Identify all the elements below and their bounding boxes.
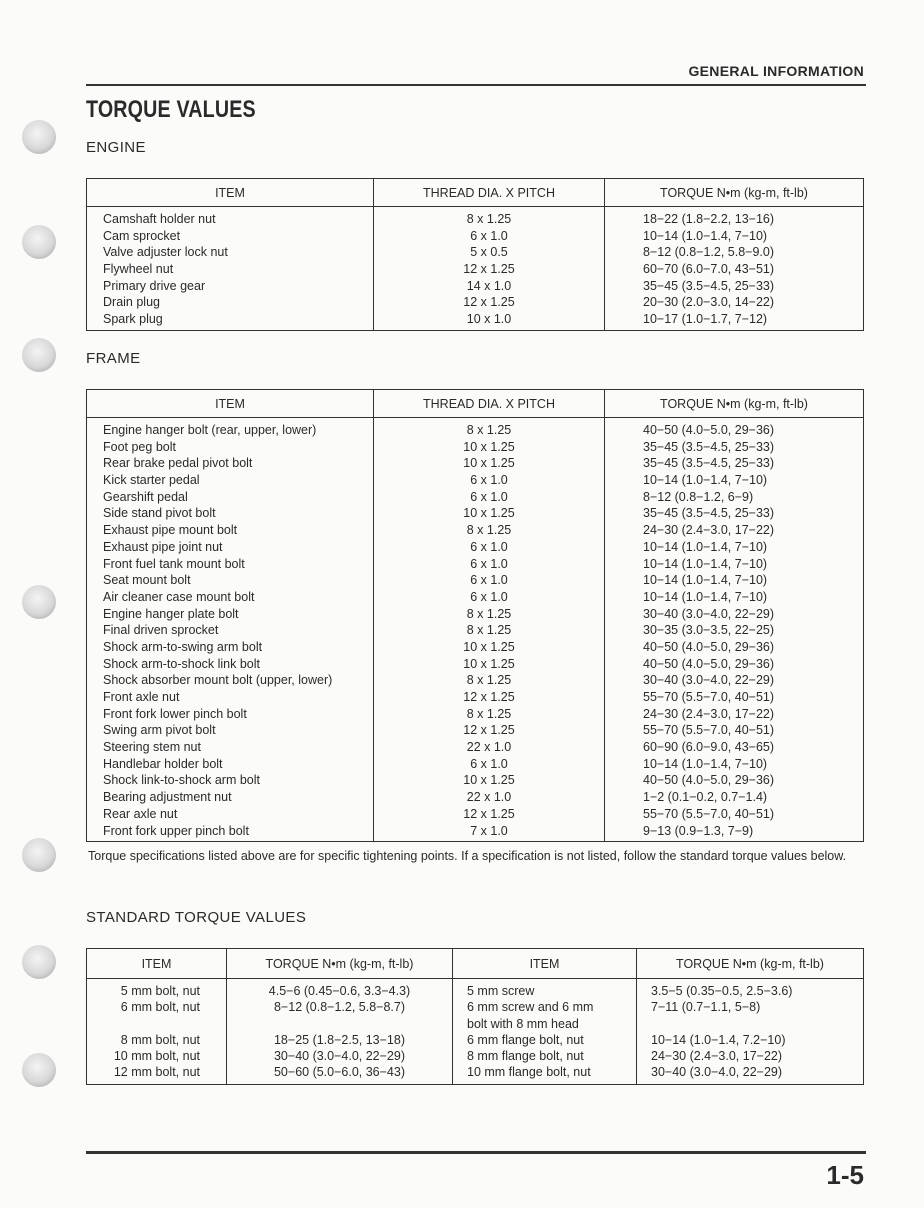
table-cell: Shock link-to-shock arm bolt (103, 773, 261, 788)
table-cell: Shock absorber mount bolt (upper, lower) (103, 673, 333, 688)
table-cell: 10 mm bolt, nut (113, 1049, 200, 1064)
frame-item-column (87, 418, 374, 842)
table-cell: 12 x 1.25 (463, 690, 515, 704)
table-cell: 55−70 (5.5−7.0, 40−51) (643, 690, 775, 704)
table-cell: 10−14 (1.0−1.4, 7−10) (643, 228, 768, 243)
table-cell: 24−30 (2.4−3.0, 17−22) (643, 706, 775, 721)
table-cell (227, 1016, 452, 1032)
table-cell: bolt with 8 mm head (467, 1016, 579, 1031)
table-cell: 30−40 (3.0−4.0, 22−29) (643, 606, 775, 621)
table-cell: Swing arm pivot bolt (103, 723, 216, 738)
column-header: ITEM (453, 949, 637, 979)
table-cell: 10 x 1.25 (463, 456, 515, 471)
table-cell: 6 x 1.0 (470, 756, 508, 771)
table-cell: Exhaust pipe mount bolt (103, 523, 238, 538)
table-cell: 8−12 (0.8−1.2, 5.8−9.0) (643, 245, 775, 260)
standard-right-torque-column (637, 979, 864, 1085)
table-cell: 9−13 (0.9−1.3, 7−9) (643, 823, 754, 838)
table-cell: 8 mm bolt, nut (120, 1032, 200, 1047)
table-cell: Exhaust pipe joint nut (103, 539, 223, 554)
table-cell: 35−45 (3.5−4.5, 25−33) (643, 456, 775, 471)
table-cell: 22 x 1.0 (466, 790, 512, 805)
table-cell: Valve adjuster lock nut (103, 245, 228, 260)
frame-torque-column (605, 418, 864, 842)
table-cell: 10−14 (1.0−1.4, 7−10) (643, 573, 768, 588)
column-header: ITEM (87, 949, 227, 979)
standard-right-item-column (453, 979, 637, 1085)
table-cell: Engine hanger bolt (rear, upper, lower) (103, 423, 317, 437)
table-cell: 7 x 1.0 (470, 823, 508, 838)
page-number: 1-5 (826, 1160, 864, 1190)
binder-hole (22, 338, 56, 372)
table-cell: 10 x 1.25 (463, 439, 515, 454)
table-cell: Steering stem nut (103, 740, 201, 755)
standard-label: STANDARD TORQUE VALUES (86, 909, 307, 926)
table-cell: 8 x 1.25 (466, 673, 512, 688)
table-cell: 10 x 1.25 (463, 773, 515, 788)
table-cell: 12 x 1.25 (463, 806, 515, 821)
table-cell: 5 x 0.5 (470, 245, 508, 260)
binder-hole (22, 120, 56, 154)
table-cell: 60−70 (6.0−7.0, 43−51) (643, 262, 775, 277)
table-cell: 3.5−5 (0.35−0.5, 2.5−3.6) (651, 984, 793, 998)
frame-label: FRAME (86, 350, 141, 367)
table-cell: Rear axle nut (103, 806, 178, 821)
binder-hole (22, 1053, 56, 1087)
column-header: TORQUE N•m (kg-m, ft-lb) (227, 949, 453, 979)
table-cell: 5 mm screw (467, 984, 535, 998)
table-cell: Camshaft holder nut (103, 212, 216, 226)
table-cell: 6 x 1.0 (470, 539, 508, 554)
column-header: TORQUE N•m (kg-m, ft-lb) (637, 949, 864, 979)
column-header: THREAD DIA. X PITCH (374, 179, 605, 207)
standard-left-item-column (87, 979, 227, 1085)
frame-thread-column (374, 418, 605, 842)
table-cell: 8 x 1.25 (466, 706, 512, 721)
table-cell: 55−70 (5.5−7.0, 40−51) (643, 723, 775, 738)
page-title: TORQUE VALUES (86, 96, 256, 123)
table-cell: 30−40 (3.0−4.0, 22−29) (643, 673, 775, 688)
table-cell: Drain plug (103, 295, 160, 310)
table-cell: 55−70 (5.5−7.0, 40−51) (643, 806, 775, 821)
table-cell: Final driven sprocket (103, 623, 219, 638)
table-cell: Cam sprocket (103, 228, 181, 243)
table-cell: Handlebar holder bolt (103, 756, 223, 771)
table-cell: 6 x 1.0 (470, 573, 508, 588)
table-cell: Primary drive gear (103, 278, 206, 293)
table-cell: 8 x 1.25 (466, 523, 512, 538)
table-cell: 8 x 1.25 (466, 212, 512, 226)
binder-hole (22, 838, 56, 872)
table-cell: 24−30 (2.4−3.0, 17−22) (651, 1049, 783, 1064)
table-cell: 6 x 1.0 (470, 589, 508, 604)
table-cell: 8 x 1.25 (466, 606, 512, 621)
column-header: THREAD DIA. X PITCH (374, 390, 605, 418)
table-cell: 6 x 1.0 (470, 228, 508, 243)
table-cell: 8−12 (0.8−1.2, 6−9) (643, 489, 754, 504)
table-cell: Rear brake pedal pivot bolt (103, 456, 253, 471)
table-cell: 40−50 (4.0−5.0, 29−36) (643, 656, 775, 671)
table-cell: 10 x 1.25 (463, 506, 515, 521)
table-cell: Spark plug (103, 312, 163, 327)
table-cell: 40−50 (4.0−5.0, 29−36) (643, 423, 775, 437)
table-cell: 60−90 (6.0−9.0, 43−65) (643, 740, 775, 755)
engine-torque-table (86, 178, 864, 331)
table-cell: 30−40 (3.0−4.0, 22−29) (651, 1065, 783, 1080)
table-cell: 8−12 (0.8−1.2, 5.8−8.7) (273, 1000, 405, 1015)
table-cell: Front fork lower pinch bolt (103, 706, 247, 721)
table-cell: 20−30 (2.0−3.0, 14−22) (643, 295, 775, 310)
table-cell: 35−45 (3.5−4.5, 25−33) (643, 439, 775, 454)
column-header: ITEM (87, 390, 374, 418)
table-cell: 12 x 1.25 (463, 723, 515, 738)
table-cell: 14 x 1.0 (466, 278, 512, 293)
table-cell: 10−14 (1.0−1.4, 7−10) (643, 539, 768, 554)
table-cell: Engine hanger plate bolt (103, 606, 239, 621)
table-cell: 7−11 (0.7−1.1, 5−8) (651, 1000, 761, 1015)
engine-label: ENGINE (86, 139, 146, 156)
column-header: TORQUE N•m (kg-m, ft-lb) (605, 390, 864, 418)
table-cell: 30−35 (3.0−3.5, 22−25) (643, 623, 775, 638)
table-cell: 10−14 (1.0−1.4, 7−10) (643, 589, 768, 604)
column-header: ITEM (87, 179, 374, 207)
table-cell: 6 mm flange bolt, nut (467, 1032, 584, 1047)
table-cell: 10−17 (1.0−1.7, 7−12) (643, 312, 768, 327)
table-cell: Side stand pivot bolt (103, 506, 216, 521)
table-cell: Seat mount bolt (103, 573, 191, 588)
table-cell: 6 x 1.0 (470, 473, 508, 488)
table-cell: 10 x 1.0 (466, 312, 512, 327)
table-cell: 5 mm bolt, nut (120, 984, 200, 998)
table-cell: 10 x 1.25 (463, 656, 515, 671)
table-cell: Shock arm-to-swing arm bolt (103, 639, 263, 654)
table-cell: 18−22 (1.8−2.2, 13−16) (643, 212, 775, 226)
table-cell: 10 x 1.25 (463, 639, 515, 654)
table-cell: Kick starter pedal (103, 473, 200, 488)
table-cell: 6 x 1.0 (470, 556, 508, 571)
table-cell: Shock arm-to-shock link bolt (103, 656, 261, 671)
table-cell: Front fork upper pinch bolt (103, 823, 249, 838)
table-cell: Gearshift pedal (103, 489, 188, 504)
table-cell: 50−60 (5.0−6.0, 36−43) (273, 1065, 405, 1080)
engine-item-column (87, 207, 374, 331)
table-cell: Front fuel tank mount bolt (103, 556, 245, 571)
binder-hole (22, 225, 56, 259)
table-cell: 1−2 (0.1−0.2, 0.7−1.4) (643, 790, 768, 805)
table-cell: 8 x 1.25 (466, 623, 512, 638)
section-header: GENERAL INFORMATION (688, 63, 864, 79)
table-cell: 18−25 (1.8−2.5, 13−18) (273, 1032, 405, 1047)
table-cell: 10−14 (1.0−1.4, 7.2−10) (651, 1032, 786, 1047)
header-rule (86, 84, 866, 86)
table-cell: 6 x 1.0 (470, 489, 508, 504)
standard-torque-table (86, 948, 864, 1085)
table-cell: 35−45 (3.5−4.5, 25−33) (643, 506, 775, 521)
table-cell: 6 mm bolt, nut (120, 1000, 200, 1015)
table-cell: Bearing adjustment nut (103, 790, 232, 805)
note-text: Torque specifications listed above are for specific tightening points. If a specification is not listed, follow the standard torque values below. (88, 849, 847, 863)
table-cell: 12 x 1.25 (463, 262, 515, 277)
table-cell: 24−30 (2.4−3.0, 17−22) (643, 523, 775, 538)
table-cell: 10−14 (1.0−1.4, 7−10) (643, 756, 768, 771)
standard-left-torque-column (227, 979, 453, 1085)
table-cell (637, 1016, 863, 1032)
table-cell: Front axle nut (103, 690, 180, 704)
table-cell: 40−50 (4.0−5.0, 29−36) (643, 773, 775, 788)
table-cell: 12 mm bolt, nut (113, 1065, 200, 1080)
column-header: TORQUE N•m (kg-m, ft-lb) (605, 179, 864, 207)
engine-thread-column (374, 207, 605, 331)
table-cell: 35−45 (3.5−4.5, 25−33) (643, 278, 775, 293)
table-cell: 10 mm flange bolt, nut (467, 1065, 591, 1080)
table-cell: Foot peg bolt (103, 439, 176, 454)
table-cell: 40−50 (4.0−5.0, 29−36) (643, 639, 775, 654)
table-cell: 12 x 1.25 (463, 295, 515, 310)
binder-hole (22, 945, 56, 979)
table-cell: Air cleaner case mount bolt (103, 589, 255, 604)
table-cell: 4.5−6 (0.45−0.6, 3.3−4.3) (268, 984, 411, 998)
engine-torque-column (605, 207, 864, 331)
binder-hole (22, 585, 56, 619)
table-cell (87, 1016, 226, 1032)
table-cell: 22 x 1.0 (466, 740, 512, 755)
table-cell: 30−40 (3.0−4.0, 22−29) (273, 1049, 405, 1064)
table-cell: 10−14 (1.0−1.4, 7−10) (643, 473, 768, 488)
table-cell: 8 mm flange bolt, nut (467, 1049, 584, 1064)
footer-rule (86, 1151, 866, 1154)
table-cell: 8 x 1.25 (466, 423, 512, 437)
frame-torque-table (86, 389, 864, 842)
table-cell: 6 mm screw and 6 mm (467, 1000, 594, 1015)
table-cell: 10−14 (1.0−1.4, 7−10) (643, 556, 768, 571)
table-cell: Flywheel nut (103, 262, 174, 277)
